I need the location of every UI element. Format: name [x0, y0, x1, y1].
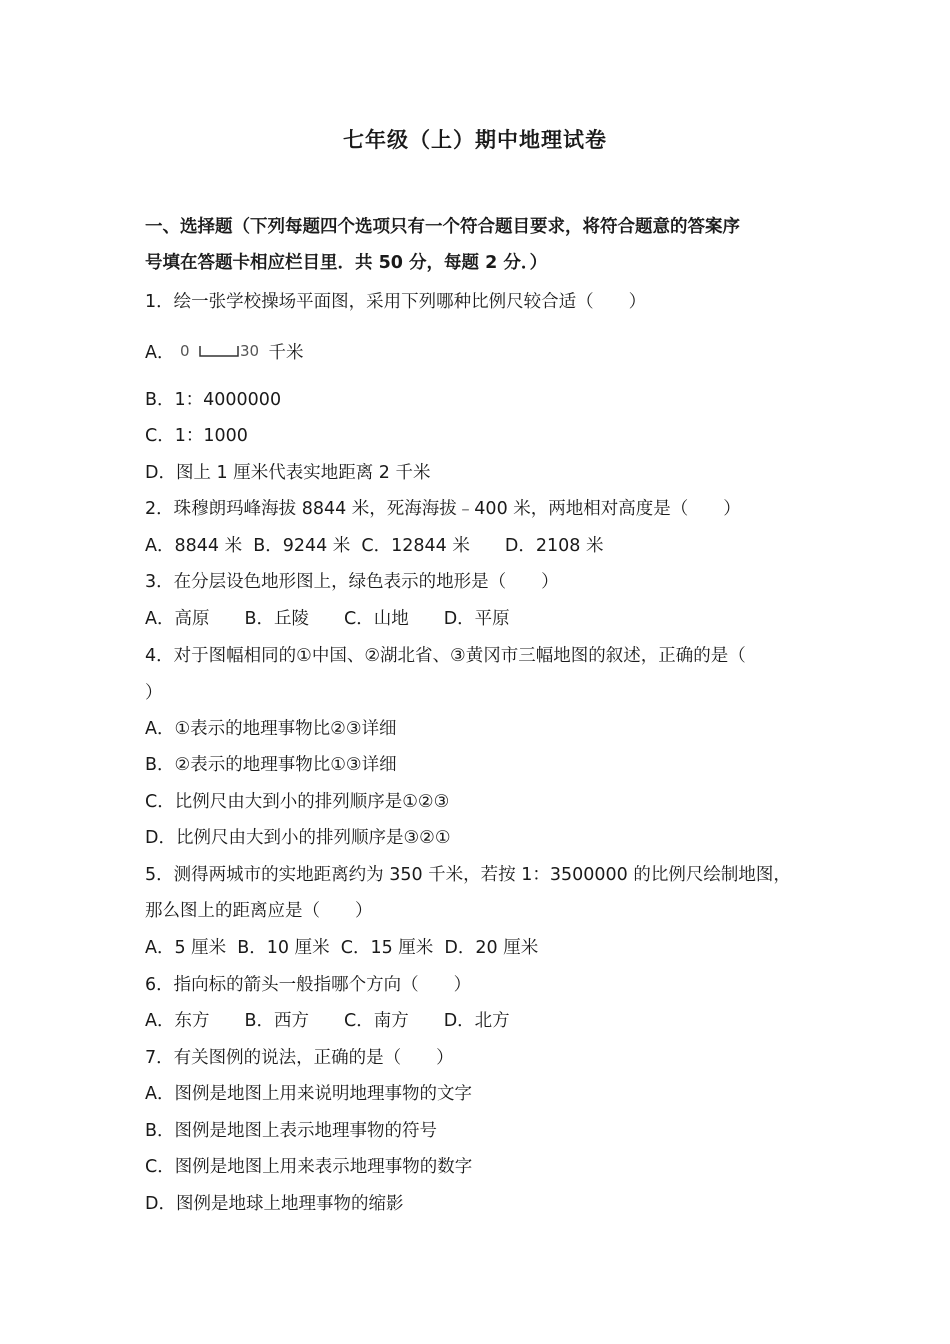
q1-option-b: B．1：4000000 — [145, 390, 282, 410]
q4-option-b: B．②表示的地理事物比①③详细 — [145, 755, 397, 775]
q2-options: A．8844 米 B．9244 米 C．12844 米 D．2108 米 — [145, 536, 604, 556]
q5-stem-line-2: 那么图上的距离应是（ ） — [145, 901, 373, 921]
exam-title: 七年级（上）期中地理试卷 — [343, 128, 607, 152]
q7-option-a: A．图例是地图上用来说明地理事物的文字 — [145, 1084, 472, 1104]
q4-option-c: C．比例尺由大到小的排列顺序是①②③ — [145, 792, 450, 812]
q5-stem-line-1: 5．测得两城市的实地距离约为 350 千米，若按 1：3500000 的比例尺绘制地图， — [145, 865, 791, 885]
q4-stem-line-2: ） — [145, 683, 163, 703]
q4-option-a: A．①表示的地理事物比②③详细 — [145, 719, 397, 739]
q1-option-a — [145, 338, 303, 364]
q3-options: A．高原 B．丘陵 C．山地 D．平原 — [145, 609, 510, 629]
section-heading — [145, 209, 825, 281]
scale-bar-end-label: 30 — [240, 342, 260, 360]
scale-bar-start-label: 0 — [180, 342, 191, 360]
scale-bar-graphic — [178, 340, 268, 362]
q7-option-d: D．图例是地球上地理事物的缩影 — [145, 1194, 404, 1214]
q4-option-d: D．比例尺由大到小的排列顺序是③②① — [145, 828, 451, 848]
section-heading-line-1: 一、选择题（下列每题四个选项只有一个符合题目要求，将符合题意的答案序 — [145, 217, 740, 237]
q6-options: A．东方 B．西方 C．南方 D．北方 — [145, 1011, 510, 1031]
q5-options: A．5 厘米 B．10 厘米 C．15 厘米 D．20 厘米 — [145, 938, 539, 958]
q1-option-c: C．1：1000 — [145, 426, 248, 446]
q7-option-c: C．图例是地图上用来表示地理事物的数字 — [145, 1157, 473, 1177]
q2-stem: 2．珠穆朗玛峰海拔 8844 米，死海海拔﹣400 米，两地相对高度是（ ） — [145, 499, 741, 519]
q6-stem: 6．指向标的箭头一般指哪个方向（ ） — [145, 975, 472, 995]
scale-bar-line — [200, 346, 238, 356]
q1-stem: 1．绘一张学校操场平面图，采用下列哪种比例尺较合适（ ） — [145, 292, 647, 312]
q4-stem-line-1: 4．对于图幅相同的①中国、②湖北省、③黄冈市三幅地图的叙述，正确的是（ — [145, 646, 746, 666]
q7-stem: 7．有关图例的说法，正确的是（ ） — [145, 1048, 454, 1068]
q1-option-d: D．图上 1 厘米代表实地距离 2 千米 — [145, 463, 431, 483]
q1-option-a-unit: 千米 — [268, 342, 304, 363]
section-heading-line-2: 号填在答题卡相应栏目里．共 50 分，每题 2 分．） — [145, 253, 548, 273]
q1-option-a-label: A． — [145, 342, 175, 363]
q3-stem: 3．在分层设色地形图上，绿色表示的地形是（ ） — [145, 572, 559, 592]
q7-option-b: B．图例是地图上表示地理事物的符号 — [145, 1121, 438, 1141]
